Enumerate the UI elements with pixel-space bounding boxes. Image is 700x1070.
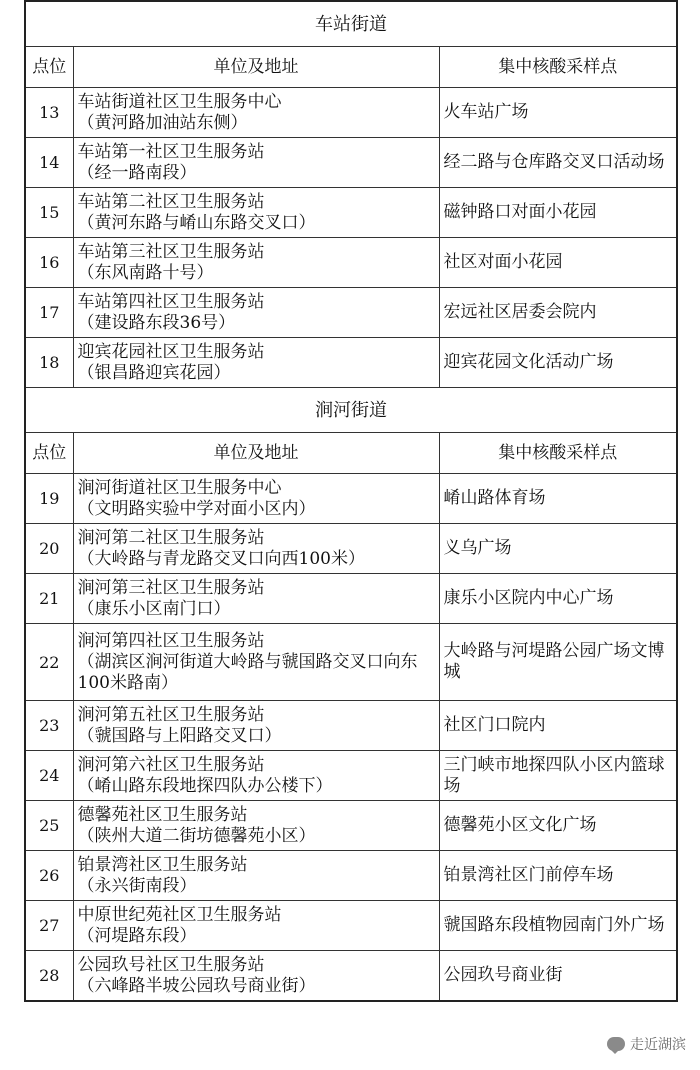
point-number: 25	[25, 801, 73, 851]
unit-cell	[73, 951, 439, 1002]
unit-cell	[73, 238, 439, 288]
table-row	[25, 88, 677, 138]
unit-name: 涧河第二社区卫生服务站	[77, 527, 265, 548]
point-number: 15	[25, 188, 73, 238]
table-row	[25, 138, 677, 188]
unit-address: （虢国路与上阳路交叉口）	[77, 725, 282, 746]
sampling-site: 三门峡市地探四队小区内篮球场	[439, 751, 677, 801]
header-row	[25, 433, 677, 474]
table-row	[25, 801, 677, 851]
sampling-site: 经二路与仓库路交叉口活动场	[439, 138, 677, 188]
unit-name: 车站第二社区卫生服务站	[77, 191, 265, 212]
table-row	[25, 524, 677, 574]
sampling-site: 社区对面小花园	[439, 238, 677, 288]
header-point: 点位	[25, 433, 73, 474]
unit-address: （建设路东段36号）	[77, 312, 236, 333]
sampling-site: 大岭路与河堤路公园广场文博城	[439, 624, 677, 701]
sampling-site: 迎宾花园文化活动广场	[439, 338, 677, 388]
unit-address: （陕州大道二街坊德馨苑小区）	[77, 825, 316, 846]
unit-cell	[73, 901, 439, 951]
unit-cell	[73, 338, 439, 388]
unit-name: 公园玖号社区卫生服务站	[77, 954, 265, 975]
unit-name: 涧河第三社区卫生服务站	[77, 577, 265, 598]
table-row	[25, 288, 677, 338]
point-number: 28	[25, 951, 73, 1002]
unit-cell	[73, 88, 439, 138]
point-number: 22	[25, 624, 73, 701]
unit-name: 铂景湾社区卫生服务站	[77, 854, 248, 875]
point-number: 20	[25, 524, 73, 574]
table-row	[25, 188, 677, 238]
section-title: 涧河街道	[25, 388, 677, 433]
unit-address: （湖滨区涧河街道大岭路与虢国路交叉口向东100米路南）	[77, 651, 418, 693]
unit-cell	[73, 701, 439, 751]
unit-name: 涧河街道社区卫生服务中心	[77, 477, 282, 498]
point-number: 16	[25, 238, 73, 288]
header-unit-address: 单位及地址	[73, 433, 439, 474]
sampling-site: 崤山路体育场	[439, 474, 677, 524]
header-row	[25, 47, 677, 88]
unit-cell	[73, 138, 439, 188]
unit-cell	[73, 801, 439, 851]
point-number: 18	[25, 338, 73, 388]
unit-name: 中原世纪苑社区卫生服务站	[77, 904, 282, 925]
point-number: 21	[25, 574, 73, 624]
sampling-site: 社区门口院内	[439, 701, 677, 751]
sampling-site: 公园玖号商业街	[439, 951, 677, 1002]
table-row	[25, 701, 677, 751]
sampling-points-table	[24, 0, 678, 1002]
unit-address: （黄河路加油站东侧）	[77, 112, 248, 133]
point-number: 26	[25, 851, 73, 901]
table-row	[25, 238, 677, 288]
sampling-site: 铂景湾社区门前停车场	[439, 851, 677, 901]
unit-address: （经一路南段）	[77, 162, 197, 183]
sampling-site: 义乌广场	[439, 524, 677, 574]
header-unit-address: 单位及地址	[73, 47, 439, 88]
sampling-site: 磁钟路口对面小花园	[439, 188, 677, 238]
table-row	[25, 851, 677, 901]
unit-cell	[73, 624, 439, 701]
point-number: 23	[25, 701, 73, 751]
document	[24, 0, 676, 1002]
section-title: 车站街道	[25, 1, 677, 47]
unit-name: 车站街道社区卫生服务中心	[77, 91, 282, 112]
unit-address: （康乐小区南门口）	[77, 598, 231, 619]
table-row	[25, 951, 677, 1002]
sampling-site: 德馨苑小区文化广场	[439, 801, 677, 851]
section-title-row	[25, 388, 677, 433]
unit-address: （大岭路与青龙路交叉口向西100米）	[77, 548, 365, 569]
unit-name: 涧河第六社区卫生服务站	[77, 754, 265, 775]
unit-cell	[73, 574, 439, 624]
unit-name: 车站第三社区卫生服务站	[77, 241, 265, 262]
watermark	[607, 1034, 686, 1054]
unit-address: （永兴街南段）	[77, 875, 197, 896]
watermark-text: 走近湖滨	[630, 1037, 686, 1053]
section-title-row	[25, 1, 677, 47]
unit-cell	[73, 188, 439, 238]
sampling-site: 虢国路东段植物园南门外广场	[439, 901, 677, 951]
point-number: 14	[25, 138, 73, 188]
sampling-site: 火车站广场	[439, 88, 677, 138]
unit-address: （河堤路东段）	[77, 925, 197, 946]
unit-address: （文明路实验中学对面小区内）	[77, 498, 316, 519]
sampling-site: 宏远社区居委会院内	[439, 288, 677, 338]
unit-cell	[73, 751, 439, 801]
unit-address: （崤山路东段地探四队办公楼下）	[77, 775, 333, 796]
point-number: 24	[25, 751, 73, 801]
header-sampling-site: 集中核酸采样点	[439, 433, 677, 474]
unit-address: （六峰路半坡公园玖号商业街）	[77, 975, 316, 996]
table-row	[25, 338, 677, 388]
table-row	[25, 901, 677, 951]
unit-name: 涧河第五社区卫生服务站	[77, 704, 265, 725]
unit-cell	[73, 474, 439, 524]
unit-cell	[73, 288, 439, 338]
point-number: 19	[25, 474, 73, 524]
unit-name: 迎宾花园社区卫生服务站	[77, 341, 265, 362]
unit-name: 涧河第四社区卫生服务站	[77, 630, 265, 651]
wechat-bubble-icon	[607, 1037, 625, 1051]
unit-address: （黄河东路与崤山东路交叉口）	[77, 212, 316, 233]
header-sampling-site: 集中核酸采样点	[439, 47, 677, 88]
table-row	[25, 474, 677, 524]
unit-name: 车站第四社区卫生服务站	[77, 291, 265, 312]
unit-name: 德馨苑社区卫生服务站	[77, 804, 248, 825]
table-row	[25, 751, 677, 801]
point-number: 13	[25, 88, 73, 138]
header-point: 点位	[25, 47, 73, 88]
table-row	[25, 624, 677, 701]
table-row	[25, 574, 677, 624]
unit-address: （东风南路十号）	[77, 262, 214, 283]
point-number: 17	[25, 288, 73, 338]
unit-address: （银昌路迎宾花园）	[77, 362, 231, 383]
unit-cell	[73, 524, 439, 574]
point-number: 27	[25, 901, 73, 951]
unit-cell	[73, 851, 439, 901]
sampling-site: 康乐小区院内中心广场	[439, 574, 677, 624]
unit-name: 车站第一社区卫生服务站	[77, 141, 265, 162]
